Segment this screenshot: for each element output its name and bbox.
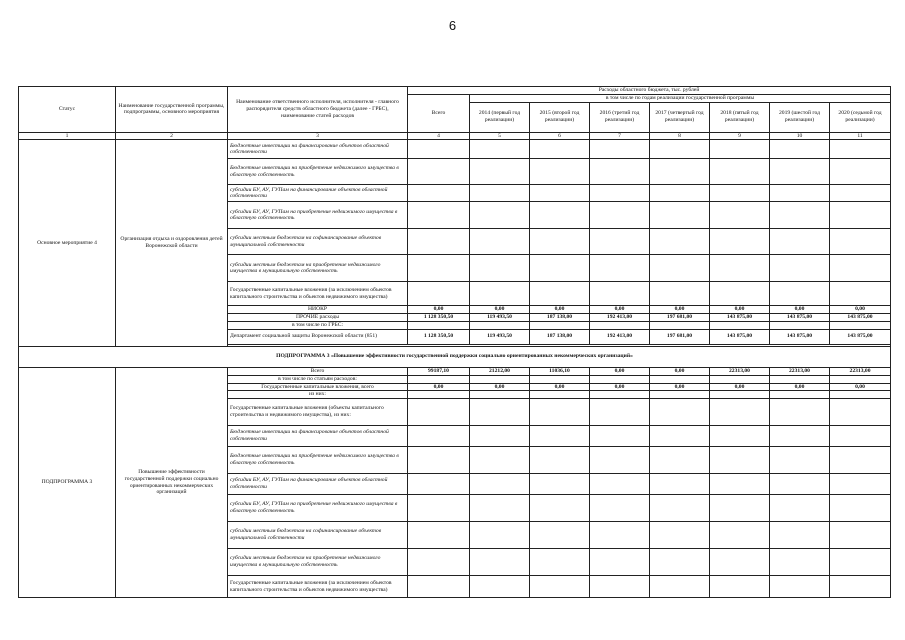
other-expenses-label: ПРОЧИЕ расходы — [228, 314, 408, 322]
value-cell: 0,00 — [710, 383, 770, 391]
total-label: Всего — [228, 367, 408, 375]
value-cell: 0,00 — [470, 306, 530, 314]
header-year: 2020 (седьмой год реализации) — [830, 102, 891, 132]
value-cell: 22313,00 — [710, 367, 770, 375]
of-them-label: из них: — [228, 391, 408, 399]
value-cell: 143 875,00 — [830, 314, 891, 322]
column-number: 11 — [830, 132, 891, 140]
value-cell: 1 128 350,50 — [408, 329, 470, 344]
page-number: 6 — [448, 18, 457, 33]
value-cell: 0,00 — [590, 367, 650, 375]
value-cell: 143 875,00 — [770, 314, 830, 322]
expense-item: Бюджетные инвестиции на финансирование объектов областной собственности — [228, 426, 408, 447]
budget-table — [18, 86, 891, 598]
header-year: 2018 (пятый год реализации) — [710, 102, 770, 132]
header-year: 2019 (шестой год реализации) — [770, 102, 830, 132]
header-status: Статус — [19, 87, 116, 133]
column-number: 5 — [470, 132, 530, 140]
value-cell: 143 875,00 — [710, 314, 770, 322]
value-cell: 143 875,00 — [710, 329, 770, 344]
value-cell: 22313,00 — [770, 367, 830, 375]
block2-name: Повышение эффективности государственной поддержки социально ориентированных некоммерческих организаций — [116, 367, 228, 597]
value-cell: 1 128 350,50 — [408, 314, 470, 322]
by-articles-label: в том числе по статьям расходов: — [228, 375, 408, 383]
expense-item: субсидии БУ, АУ, ГУПам на финансирование объектов областной собственности — [228, 474, 408, 495]
expense-item: субсидии местным бюджетам на приобретение недвижимого имущества в муниципальную собственность — [228, 549, 408, 576]
column-number: 7 — [590, 132, 650, 140]
expense-item: Бюджетные инвестиции на финансирование объектов областной собственности — [228, 140, 408, 159]
header-year: 2015 (второй год реализации) — [530, 102, 590, 132]
value-cell: 0,00 — [530, 383, 590, 391]
value-cell: 0,00 — [650, 306, 710, 314]
column-number: 3 — [228, 132, 408, 140]
value-cell: 0,00 — [408, 306, 470, 314]
expense-item: субсидии местным бюджетам на приобретение недвижимого имущества в муниципальную собственность — [228, 255, 408, 282]
value-cell: 11036,10 — [530, 367, 590, 375]
department-label: Департамент социальной защиты Воронежской области (851) — [228, 329, 408, 344]
value-cell: 0,00 — [830, 306, 891, 314]
header-year: 2016 (третий год реализации) — [590, 102, 650, 132]
expense-item: субсидии БУ, АУ, ГУПам на приобретение недвижимого имущества в областную собственность — [228, 495, 408, 522]
column-number: 8 — [650, 132, 710, 140]
block2-status: ПОДПРОГРАММА 3 — [19, 367, 116, 597]
value-cell: 0,00 — [590, 383, 650, 391]
value-cell: 187 138,00 — [530, 329, 590, 344]
expense-item: Бюджетные инвестиции на приобретение недвижимого имущества в областную собственность — [228, 159, 408, 185]
expense-item: субсидии местным бюджетам на софинансирование объектов муниципальной собственности — [228, 522, 408, 549]
expense-item: Государственные капитальные вложения (объекты капитального строительства и недвижимого имущества), из них: — [228, 399, 408, 426]
value-cell: 0,00 — [470, 383, 530, 391]
column-numbers-row — [19, 132, 891, 140]
value-cell: 143 875,00 — [770, 329, 830, 344]
block1-status: Основное мероприятие 4 — [19, 140, 116, 346]
value-cell: 187 138,00 — [530, 314, 590, 322]
value-cell: 0,00 — [770, 383, 830, 391]
table-row — [19, 140, 891, 159]
value-cell: 0,00 — [650, 383, 710, 391]
header-year: 2014 (первый год реализации) — [470, 102, 530, 132]
niokr-label: НИОКР — [228, 306, 408, 314]
expense-item: Государственные капитальные вложения (за исключением объектов капитального строительства и объектов недвижимого имущества) — [228, 282, 408, 306]
value-cell: 0,00 — [408, 383, 470, 391]
value-cell: 21212,00 — [470, 367, 530, 375]
header-total: Всего — [408, 94, 470, 132]
expense-item: Бюджетные инвестиции на приобретение недвижимого имущества в областную собственность — [228, 447, 408, 474]
value-cell: 0,00 — [770, 306, 830, 314]
value-cell: 22313,00 — [830, 367, 891, 375]
header-expenses: Расходы областного бюджета, тыс. рублей — [408, 87, 891, 95]
column-number: 4 — [408, 132, 470, 140]
value-cell: 119 493,50 — [470, 314, 530, 322]
column-number: 10 — [770, 132, 830, 140]
column-number: 2 — [116, 132, 228, 140]
header-executor: Наименование ответственного исполнителя, исполнителя - главного распорядителя средств областного бюджета (далее - ГРБС), наименование статей расходов — [228, 87, 408, 133]
block1-name: Организация отдыха и оздоровления детей Воронежской области — [116, 140, 228, 346]
column-number: 9 — [710, 132, 770, 140]
column-number: 6 — [530, 132, 590, 140]
value-cell: 197 681,00 — [650, 329, 710, 344]
value-cell: 197 681,00 — [650, 314, 710, 322]
header-year: 2017 (четвертый год реализации) — [650, 102, 710, 132]
value-cell: 99187,10 — [408, 367, 470, 375]
value-cell: 119 493,50 — [470, 329, 530, 344]
value-cell: 0,00 — [710, 306, 770, 314]
subprogram-title-row — [19, 346, 891, 367]
expense-item: субсидии БУ, АУ, ГУПам на финансирование объектов областной собственности — [228, 185, 408, 202]
value-cell: 143 875,00 — [830, 329, 891, 344]
header-program-name: Наименование государственной программы, подпрограммы, основного мероприятия — [116, 87, 228, 133]
header-by-years: в том числе по годам реализации государственной программы — [470, 94, 891, 102]
capital-label: Государственные капитальные вложения, всего — [228, 383, 408, 391]
value-cell: 0,00 — [650, 367, 710, 375]
expense-item: субсидии БУ, АУ, ГУПам на приобретение недвижимого имущества в областную собственность — [228, 202, 408, 229]
value-cell: 0,00 — [530, 306, 590, 314]
expense-item: субсидии местным бюджетам на софинансирование объектов муниципальной собственности — [228, 229, 408, 255]
subprogram-title: ПОДПРОГРАММА 3 «Повышение эффективности государственной поддержки социально ориентированных некоммерческих организаций» — [19, 346, 891, 367]
table-row — [19, 367, 891, 375]
value-cell: 0,00 — [590, 306, 650, 314]
column-number: 1 — [19, 132, 116, 140]
value-cell: 192 413,00 — [590, 329, 650, 344]
expense-item: Государственные капитальные вложения (за исключением объектов капитального строительства и объектов недвижимого имущества) — [228, 576, 408, 598]
value-cell: 192 413,00 — [590, 314, 650, 322]
value-cell: 0,00 — [830, 383, 891, 391]
grbs-label: в том числе по ГРБС: — [228, 322, 408, 330]
